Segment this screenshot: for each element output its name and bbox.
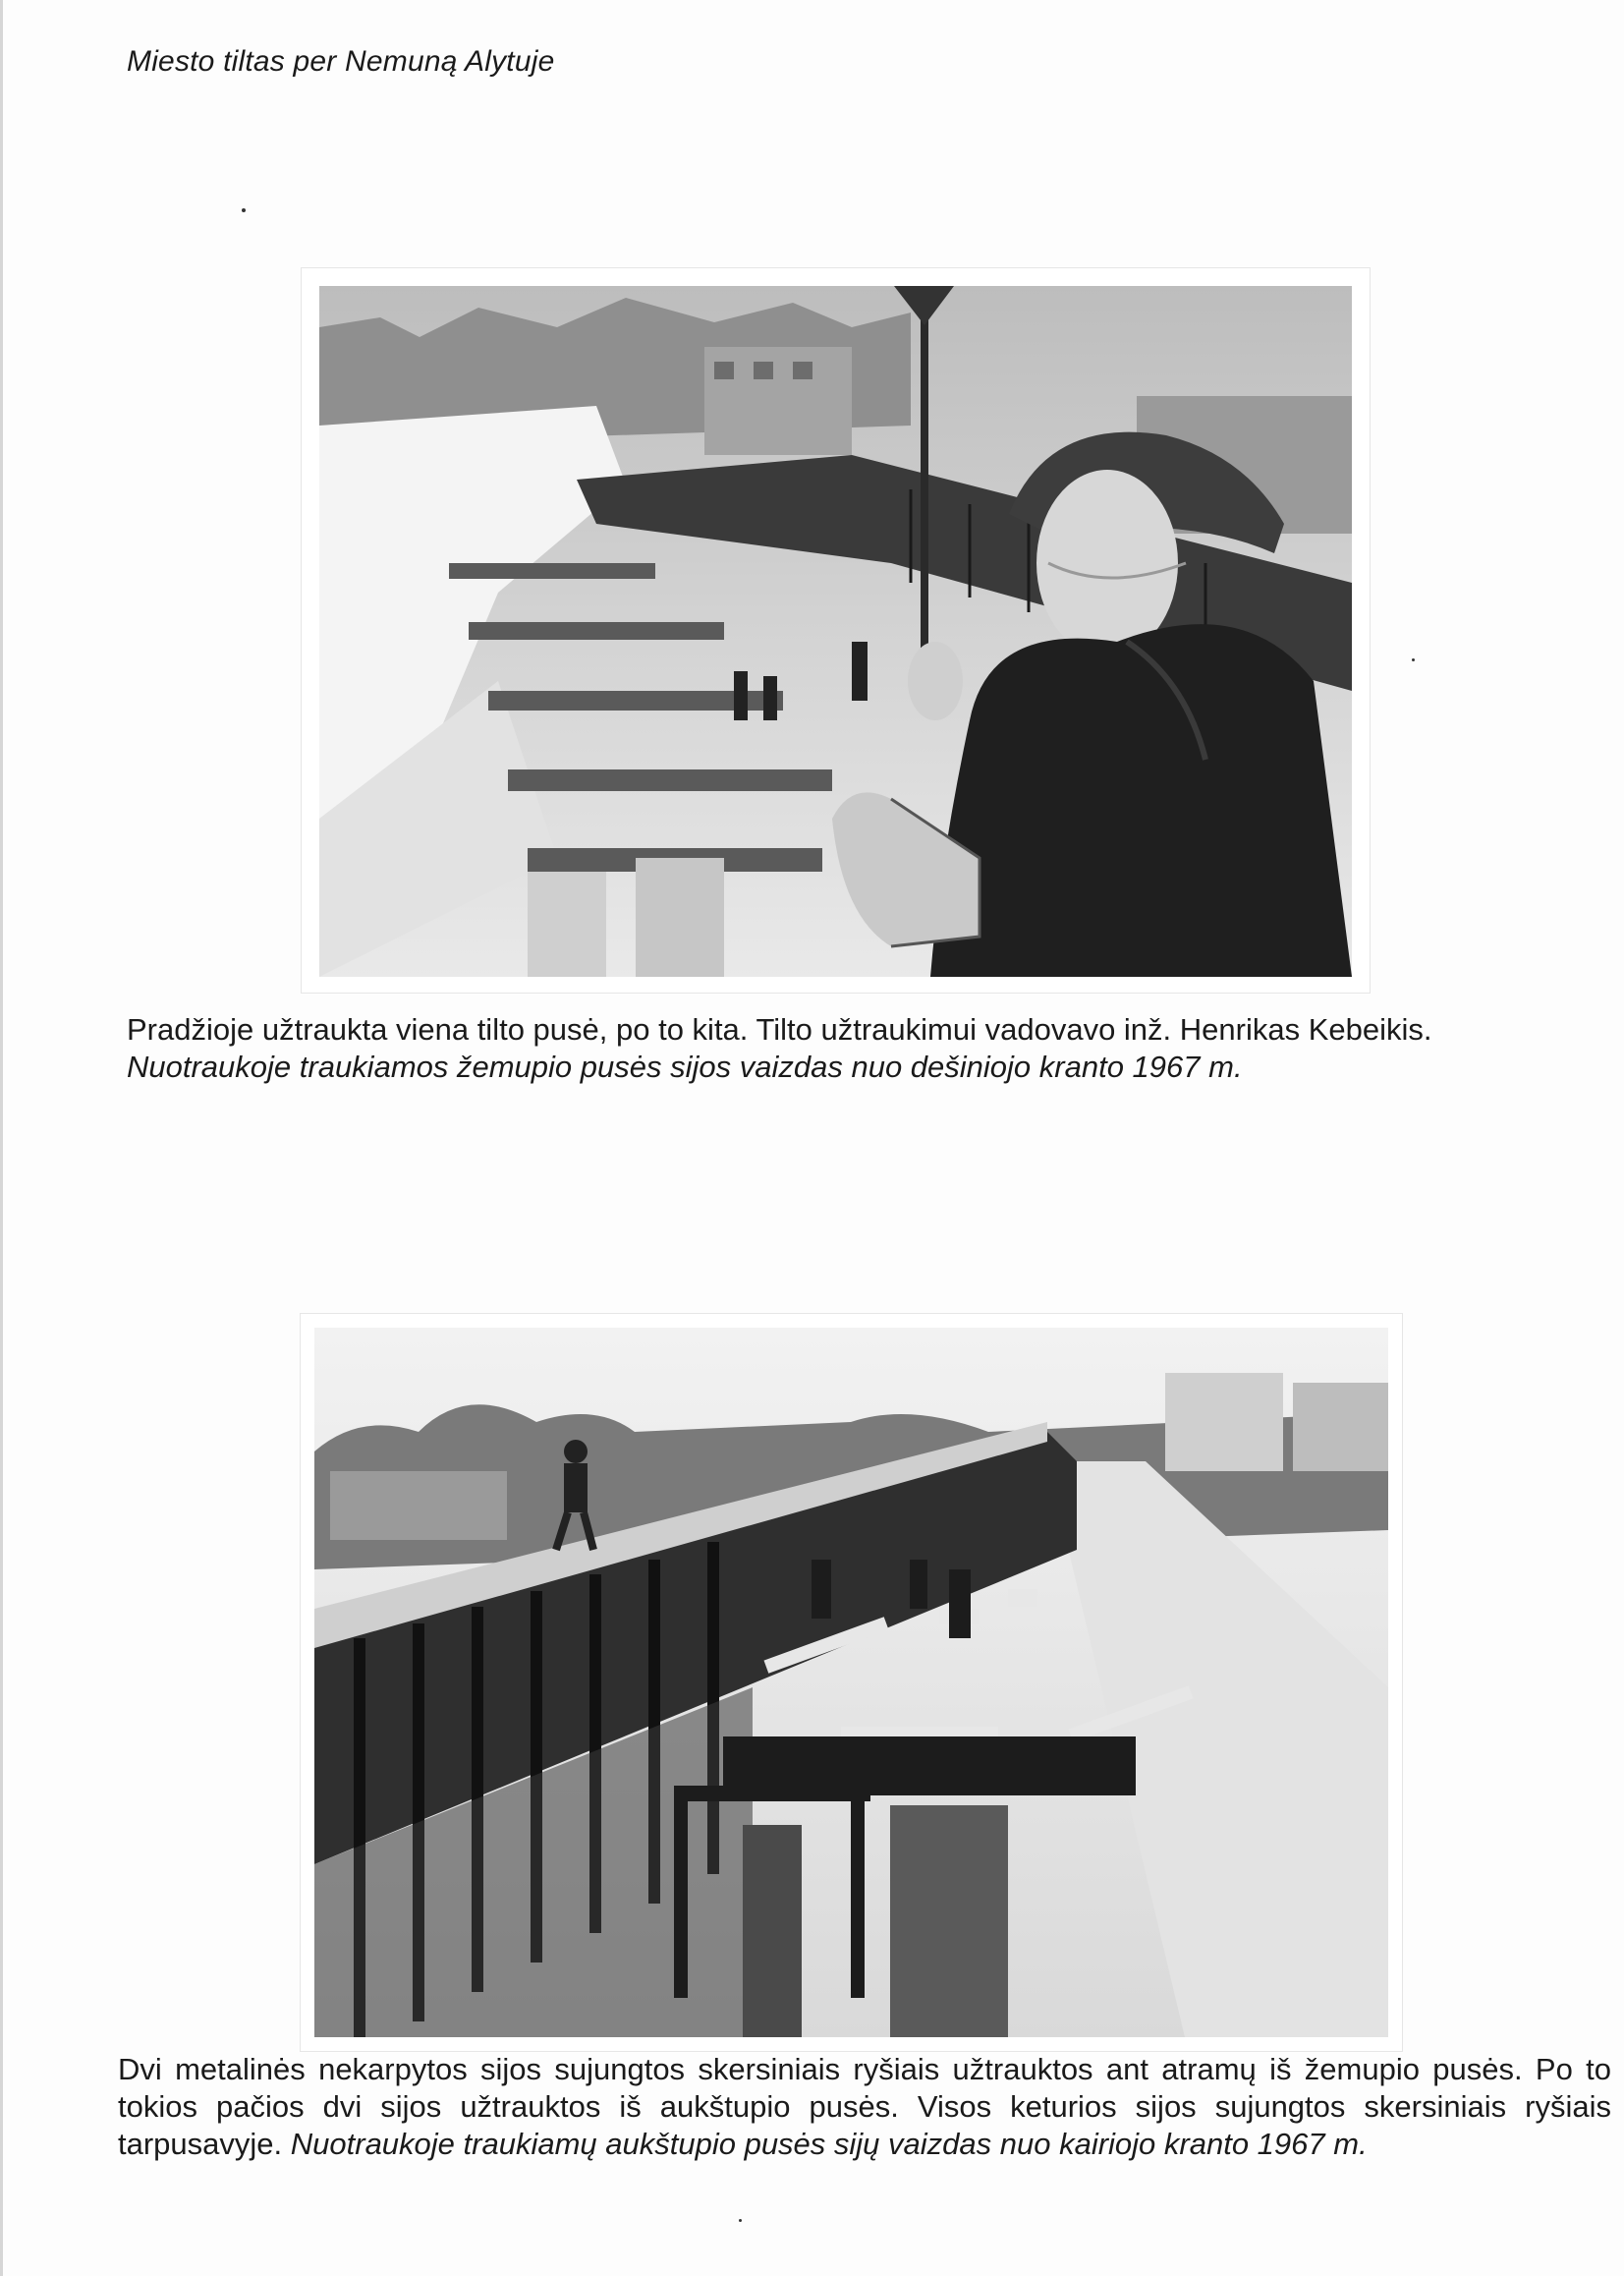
- photo-engineer-image: [302, 268, 1370, 993]
- paper-speck: [739, 2219, 742, 2222]
- caption-photo-1: [127, 1011, 1624, 1086]
- caption-photo-2: [118, 2051, 1611, 2163]
- photo-engineer-on-bridge: [302, 268, 1370, 993]
- caption-1-line-1: Pradžioje užtraukta viena tilto pusė, po to kita. Tilto užtraukimui vadovavo inž. Henrikas Kebeikis.: [127, 1012, 1432, 1047]
- photo-girders-image: [301, 1314, 1402, 2051]
- page-title: Miesto tiltas per Nemuną Alytuje: [127, 45, 555, 78]
- page-edge: [0, 0, 3, 2276]
- paper-speck: [1412, 658, 1415, 661]
- caption-1-italic-line: Nuotraukoje traukiamos žemupio pusės sijos vaizdas nuo dešiniojo kranto 1967 m.: [127, 1050, 1243, 1084]
- paper-speck: [242, 208, 246, 212]
- photo-bridge-girders: [301, 1314, 1402, 2051]
- caption-2-italic: Nuotraukoje traukiamų aukštupio pusės sijų vaizdas nuo kairiojo kranto 1967 m.: [290, 2127, 1368, 2161]
- caption-2-text: Dvi metalinės nekarpytos sijos sujungtos skersiniais ryšiais užtrauktos ant atramų iš žemupio pusės. Po to tokios pačios dvi sijos užtrauktos iš aukštupio pusės. Visos keturios sijos sujungtos skersiniais ryšiais tarpusavyje.: [118, 2052, 1611, 2161]
